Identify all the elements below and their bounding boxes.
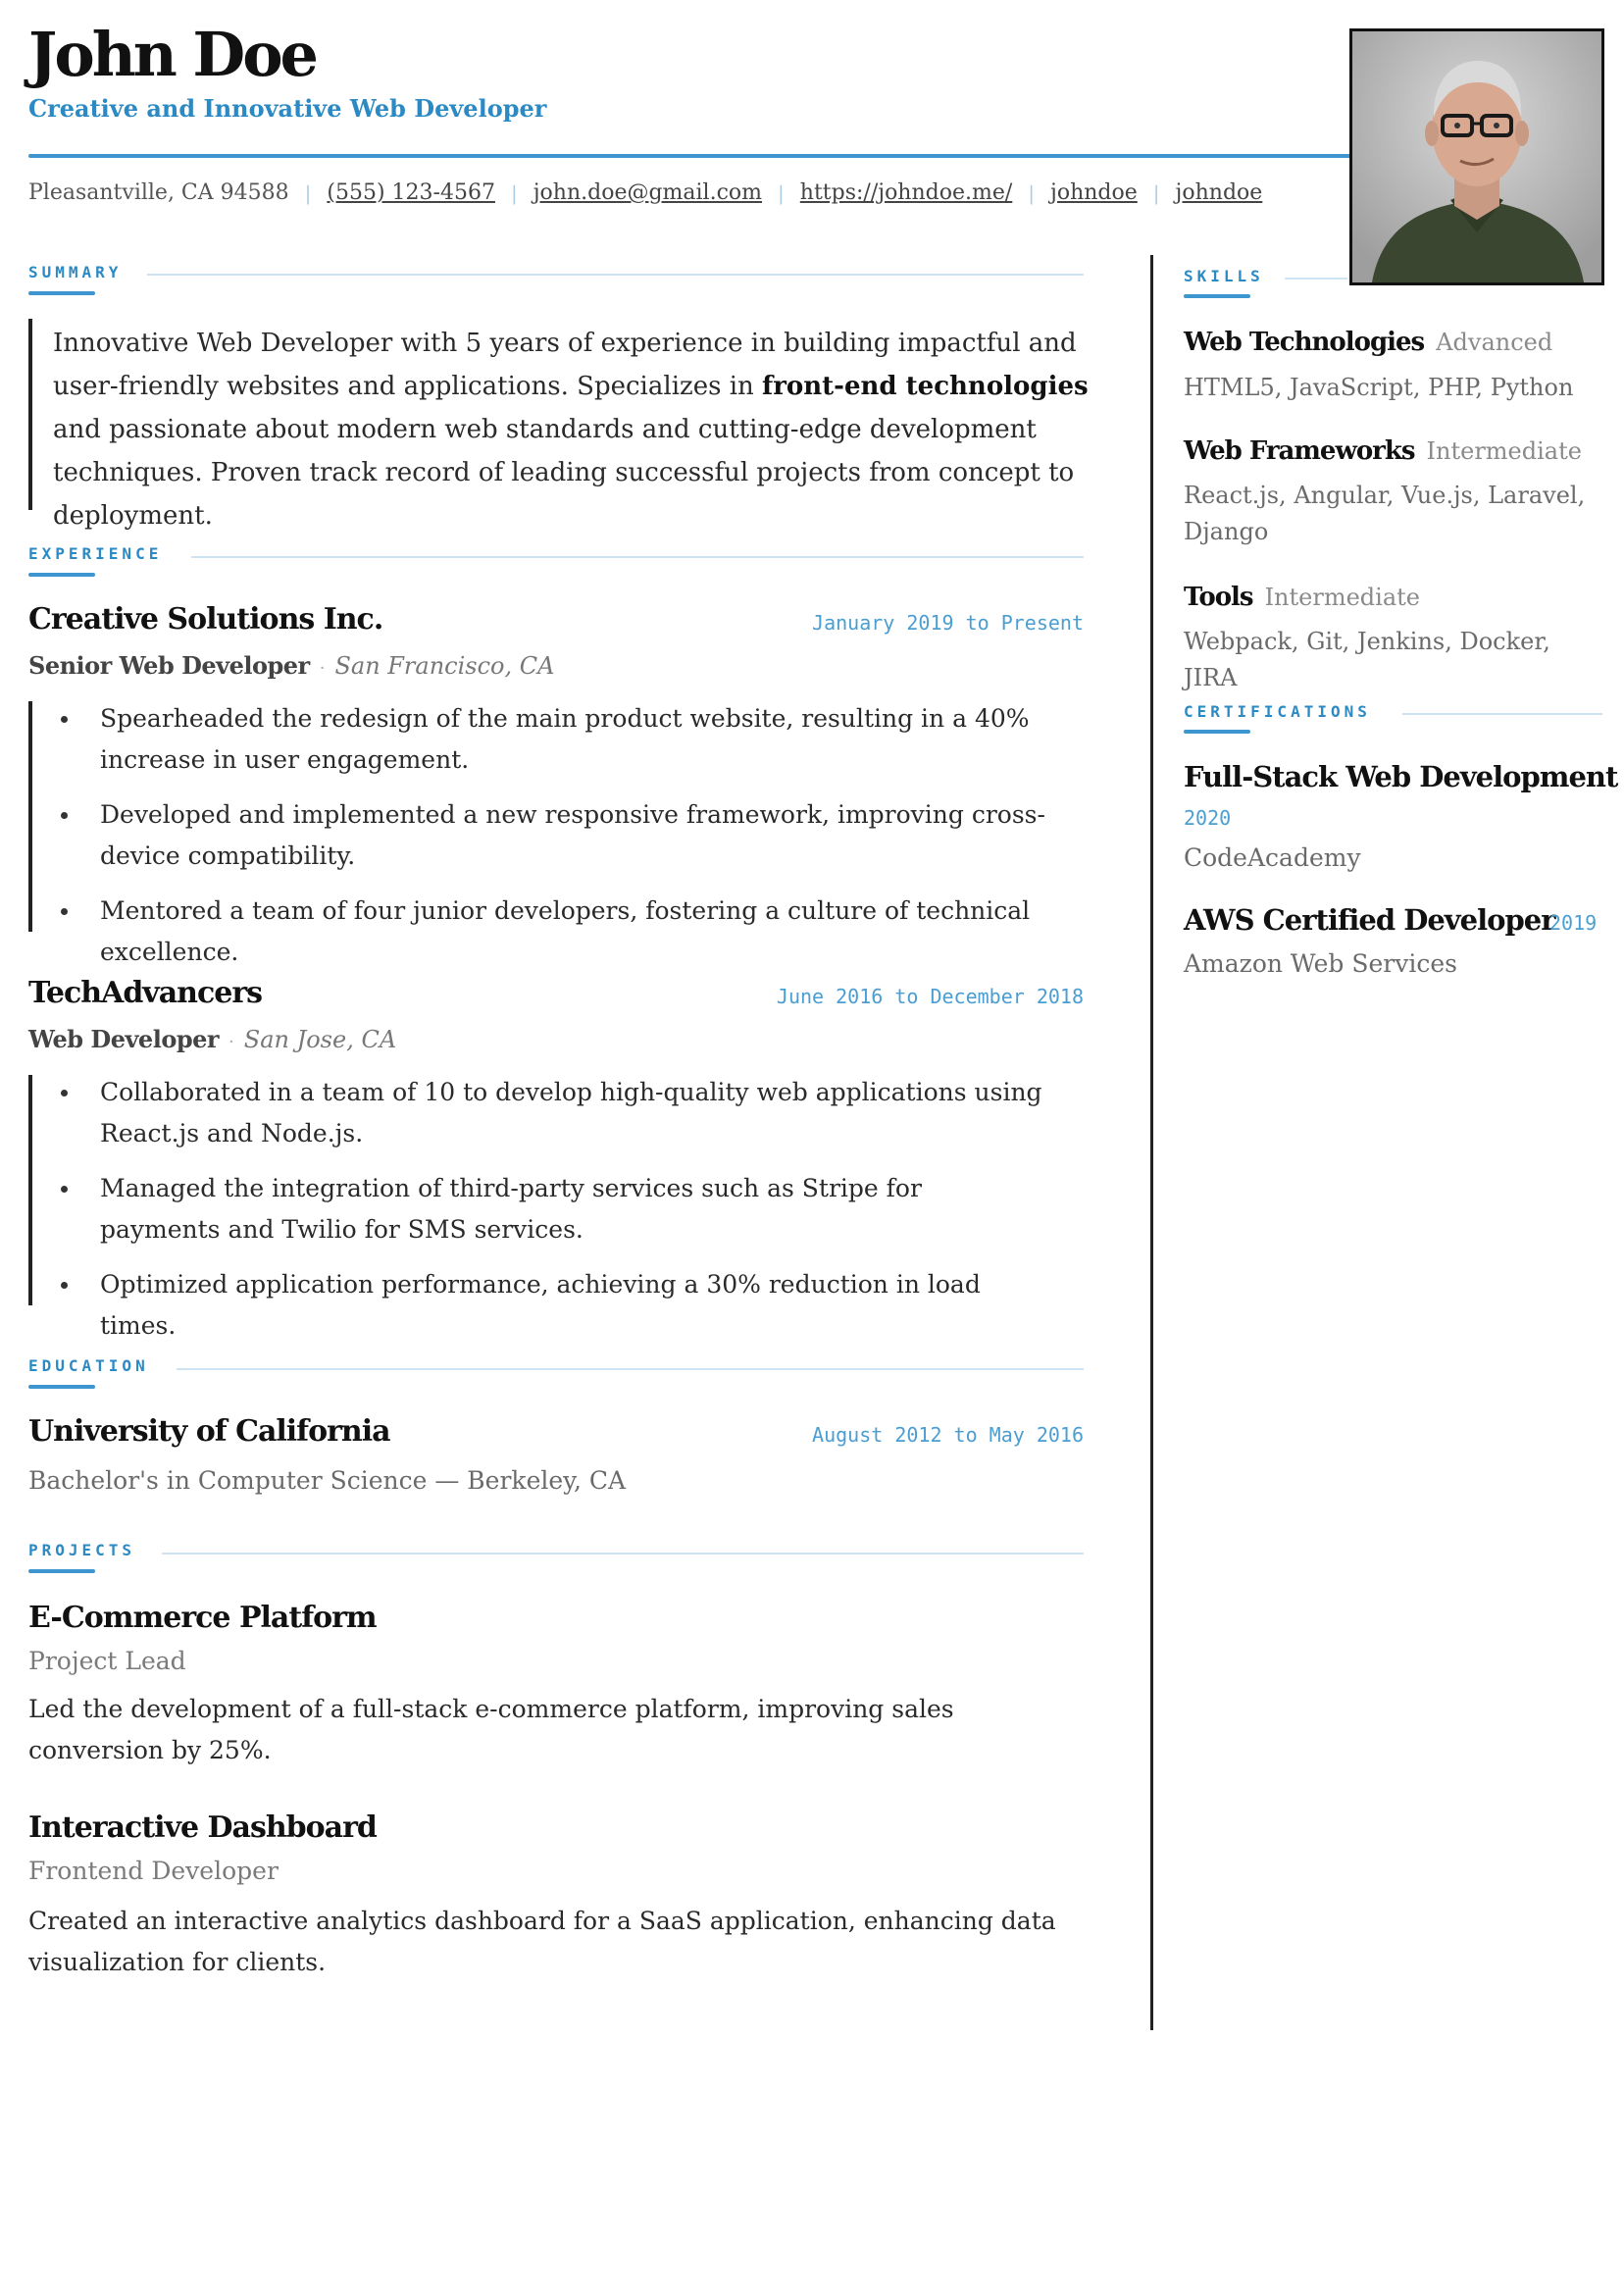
contact-separator: | [778,181,785,205]
section-divider [162,1553,1084,1555]
contact-separator: | [510,181,518,205]
summary-text [53,322,1092,537]
summary-text-part: Innovative Web Developer with 5 years of experience in building impactful and user-friendly websites and applications. Specializes in [53,329,1077,401]
list-item: Developed and implemented a new responsive framework, improving cross-device compatibility. [29,794,1049,877]
section-underline [1184,294,1250,298]
contact-profile-link[interactable]: johndoe [1050,180,1138,205]
section-title-skills: SKILLS [1184,267,1264,285]
job-location: San Francisco, CA [334,652,555,680]
company-name: Creative Solutions Inc. [28,602,383,637]
summary-text-part: and passionate about modern web standards and cutting-edge development techniques. Proven track record of leading successful projects from concept to deployment. [53,415,1075,531]
skill-level: Advanced [1436,329,1553,356]
company-name: TechAdvancers [28,976,263,1010]
job-role-line [28,649,554,686]
contact-separator: | [1152,181,1160,205]
skill-keywords: Webpack, Git, Jenkins, Docker, JIRA [1184,628,1550,691]
section-divider [1402,713,1602,715]
certification-issuer: Amazon Web Services [1184,949,1457,978]
job-bullets [29,698,1049,987]
summary-text-emphasis: front-end technologies [762,372,1089,401]
skill-heading [1184,578,1420,617]
skill-level: Intermediate [1426,437,1582,465]
education-school: University of California [28,1414,390,1449]
job-location: San Jose, CA [243,1026,397,1053]
skill-name: Web Frameworks [1184,436,1415,466]
job-role-line [28,1023,396,1059]
skill-keywords: HTML5, JavaScript, PHP, Python [1184,374,1574,401]
education-degree: Bachelor's in Computer Science — Berkeley, CA [28,1466,627,1495]
certification-name: AWS Certified Developer [1184,903,1555,937]
section-underline [1184,730,1250,734]
list-item: Mentored a team of four junior developers, fostering a culture of technical excellence. [29,891,1049,973]
skill-level: Intermediate [1264,584,1420,611]
skill-keywords: React.js, Angular, Vue.js, Laravel, Django [1184,482,1586,545]
section-title-education: EDUCATION [28,1356,149,1375]
job-date-range: June 2016 to December 2018 [776,985,1084,1008]
project-description: Led the development of a full-stack e-commerce platform, improving sales conversion by 25%. [28,1695,954,1764]
section-title-projects: PROJECTS [28,1541,136,1559]
job-title: Senior Web Developer [28,651,310,680]
summary-accent-bar [28,319,32,510]
contact-separator: | [304,181,312,205]
name-heading: John Doe [28,19,316,90]
section-underline [28,1569,95,1573]
section-title-summary: SUMMARY [28,263,123,281]
list-item: Collaborated in a team of 10 to develop high-quality web applications using React.js and Node.js. [29,1072,1049,1154]
list-item: Spearheaded the redesign of the main product website, resulting in a 40% increase in user engagement. [29,698,1049,781]
certification-year: 2020 [1184,806,1232,830]
job-title: Web Developer [28,1025,220,1053]
project-role: Frontend Developer [28,1857,279,1885]
section-divider [191,556,1084,558]
skill-name: Tools [1184,583,1253,612]
section-underline [28,573,95,577]
list-item: Optimized application performance, achieving a 30% reduction in load times. [29,1264,1049,1347]
section-divider [147,274,1084,276]
job-date-range: January 2019 to Present [812,611,1084,635]
job-bullets [29,1072,1049,1360]
skill-name: Web Technologies [1184,328,1425,357]
project-name: Interactive Dashboard [28,1810,377,1845]
contact-separator: | [1028,181,1036,205]
certification-issuer: CodeAcademy [1184,843,1361,872]
contact-email-link[interactable]: john.doe@gmail.com [533,180,763,205]
skill-heading [1184,323,1552,362]
contact-bar [28,177,1262,210]
profile-photo [1349,28,1604,285]
section-underline [28,291,95,295]
section-underline [28,1385,95,1389]
certification-name: Full-Stack Web Development [1184,760,1618,793]
certification-year: 2019 [1549,911,1598,935]
separator-dot: · [228,1032,234,1052]
profile-photo-graphic [1352,31,1601,282]
separator-dot: · [319,658,326,679]
section-title-certifications: CERTIFICATIONS [1184,702,1371,721]
project-role: Project Lead [28,1647,186,1675]
list-item: Managed the integration of third-party services such as Stripe for payments and Twilio for SMS services. [29,1168,1049,1250]
education-date-range: August 2012 to May 2016 [812,1423,1084,1447]
skill-heading [1184,432,1582,471]
section-title-experience: EXPERIENCE [28,544,163,563]
contact-phone-link[interactable]: (555) 123-4567 [327,180,495,205]
section-divider [177,1368,1084,1370]
section-divider [1285,278,1347,280]
project-description: Created an interactive analytics dashboard for a SaaS application, enhancing data visualization for clients. [28,1907,1056,1976]
project-name: E-Commerce Platform [28,1601,377,1635]
contact-profile-link[interactable]: johndoe [1175,180,1263,205]
column-divider [1150,255,1153,2030]
contact-website-link[interactable]: https://johndoe.me/ [799,180,1013,205]
headline: Creative and Innovative Web Developer [28,94,547,123]
contact-location: Pleasantville, CA 94588 [28,180,289,205]
